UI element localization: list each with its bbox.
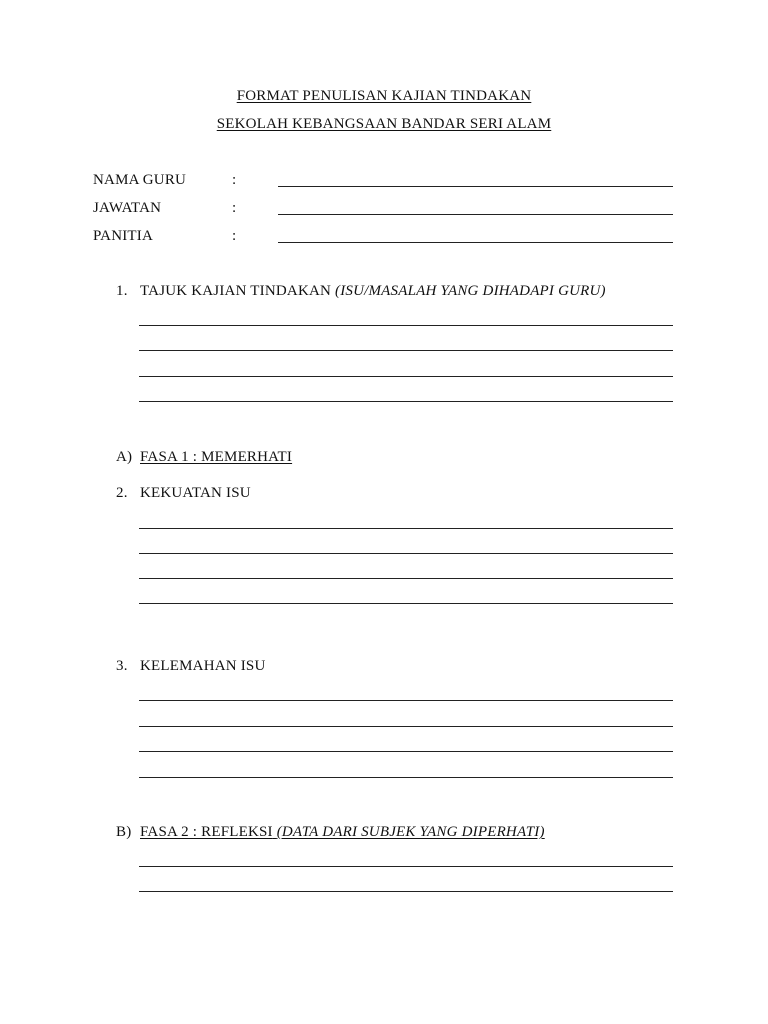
phase-b-note: (DATA DARI SUBJEK YANG DIPERHATI): [276, 824, 545, 840]
answer-line[interactable]: [139, 777, 673, 778]
answer-line[interactable]: [139, 603, 673, 604]
answer-line[interactable]: [139, 866, 673, 867]
nama-guru-input-line[interactable]: [278, 186, 673, 187]
section-1-heading: [140, 283, 606, 300]
answer-line[interactable]: [139, 578, 673, 579]
answer-line[interactable]: [139, 325, 673, 326]
answer-line[interactable]: [139, 726, 673, 727]
section-1-note: (ISU/MASALAH YANG DIHADAPI GURU): [335, 283, 606, 299]
answer-line[interactable]: [139, 376, 673, 377]
section-2-number: 2.: [116, 485, 128, 501]
phase-a-title: FASA 1 : MEMERHATI: [140, 449, 293, 465]
section-3-number: 3.: [116, 658, 128, 674]
section-1-number: 1.: [116, 283, 128, 299]
answer-line[interactable]: [139, 401, 673, 402]
answer-line[interactable]: [139, 350, 673, 351]
field-colon: :: [232, 228, 237, 244]
phase-b-heading: [140, 824, 545, 841]
field-label-panitia: PANITIA: [93, 228, 154, 244]
answer-line[interactable]: [139, 700, 673, 701]
section-1-title: TAJUK KAJIAN TINDAKAN: [140, 283, 332, 299]
phase-b-title: FASA 2 : REFLEKSI: [140, 824, 273, 840]
field-label-nama-guru: NAMA GURU: [93, 172, 187, 188]
section-2-title: KEKUATAN ISU: [140, 485, 251, 501]
field-colon: :: [232, 172, 237, 188]
answer-line[interactable]: [139, 553, 673, 554]
school-name: SEKOLAH KEBANGSAAN BANDAR SERI ALAM: [216, 116, 552, 132]
field-colon: :: [232, 200, 237, 216]
field-label-jawatan: JAWATAN: [93, 200, 162, 216]
phase-b-letter: B): [116, 824, 132, 840]
phase-a-letter: A): [116, 449, 133, 465]
panitia-input-line[interactable]: [278, 242, 673, 243]
answer-line[interactable]: [139, 751, 673, 752]
answer-line[interactable]: [139, 891, 673, 892]
section-3-title: KELEMAHAN ISU: [140, 658, 266, 674]
document-title: FORMAT PENULISAN KAJIAN TINDAKAN: [236, 88, 532, 104]
answer-line[interactable]: [139, 528, 673, 529]
jawatan-input-line[interactable]: [278, 214, 673, 215]
